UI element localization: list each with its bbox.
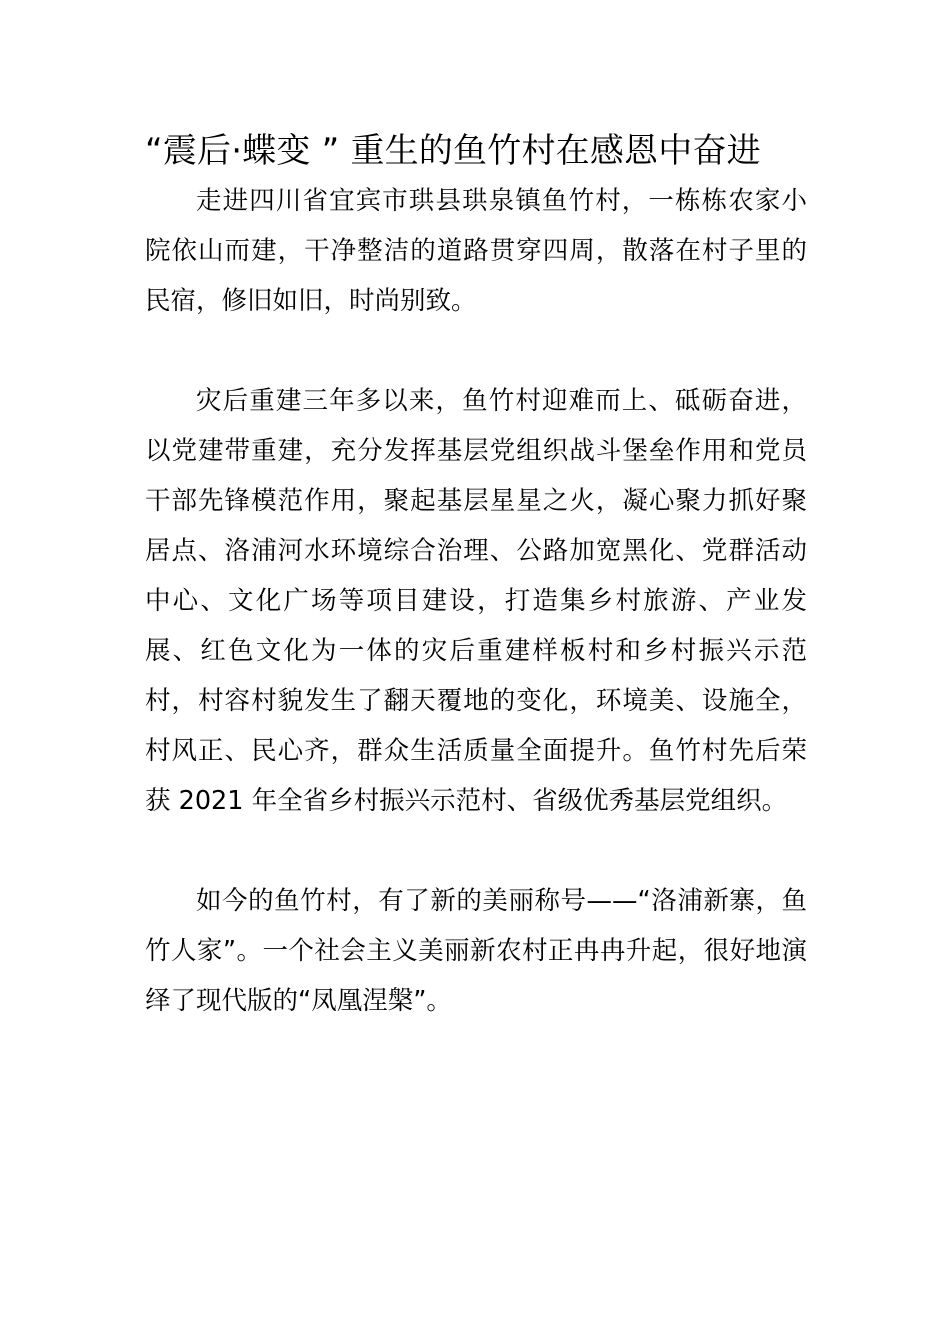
paragraph-reconstruction: 灾后重建三年多以来，鱼竹村迎难而上、砥砺奋进，以党建带重建，充分发挥基层党组织战斗堡垒作用和党员干部先锋模范作用，聚起基层星星之火，凝心聚力抓好聚居点、洛浦河水环境综合治理、公路加宽黑化、党群活动中心、文化广场等项目建设，打造集乡村旅游、产业发展、红色文化为一体的灾后重建样板村和乡村振兴示范村，村容村貌发生了翻天覆地的变化，环境美、设施全，村风正、民心齐，群众生活质量全面提升。鱼竹村先后荣获 2021 年全省乡村振兴示范村、省级优秀基层党组织。 bbox=[145, 386, 807, 816]
document-title: “震后·蝶变 ” 重生的鱼竹村在感恩中奋进 bbox=[145, 131, 761, 171]
document-body bbox=[145, 176, 807, 1026]
paragraph-intro: 走进四川省宜宾市珙县珙泉镇鱼竹村，一栋栋农家小院依山而建，干净整洁的道路贯穿四周，散落在村子里的民宿，修旧如旧，时尚别致。 bbox=[145, 186, 807, 316]
paragraph-conclusion: 如今的鱼竹村，有了新的美丽称号——“洛浦新寨，鱼竹人家”。一个社会主义美丽新农村正冉冉升起，很好地演绎了现代版的“凤凰涅槃”。 bbox=[145, 886, 807, 1016]
